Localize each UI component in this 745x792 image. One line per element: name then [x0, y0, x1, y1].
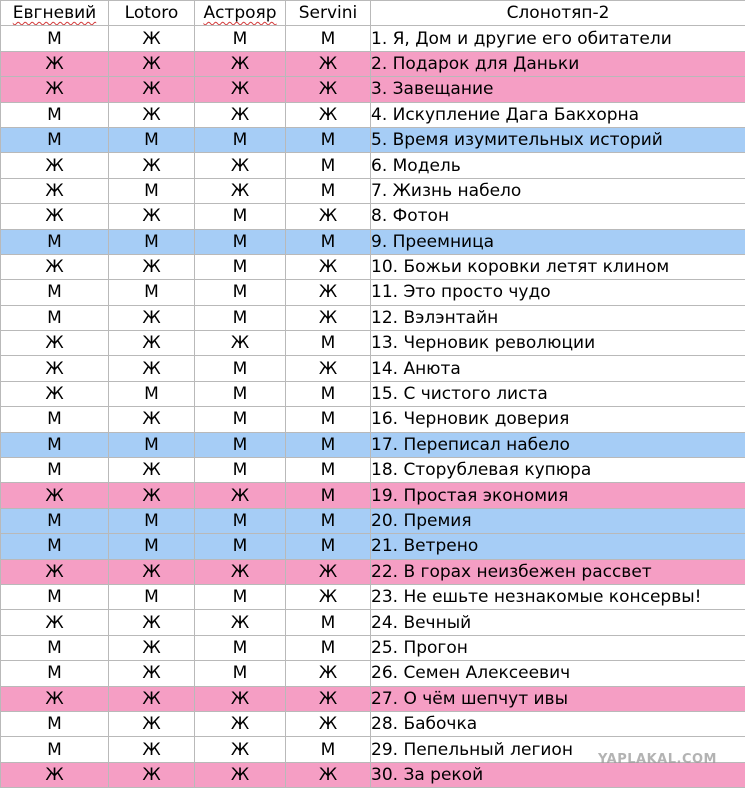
table-row: [1, 508, 745, 533]
gender-cell: Ж: [195, 77, 286, 102]
gender-cell: М: [195, 280, 286, 305]
story-title-cell: 8. Фотон: [371, 204, 745, 229]
gender-cell: М: [1, 305, 109, 330]
story-title-cell: 13. Черновик революции: [371, 331, 745, 356]
gender-cell: М: [195, 229, 286, 254]
story-title-cell: 7. Жизнь набело: [371, 178, 745, 203]
gender-cell: Ж: [1, 762, 109, 787]
gender-cell: Ж: [286, 711, 371, 736]
gender-cell: Ж: [195, 559, 286, 584]
gender-cell: Ж: [109, 737, 195, 762]
gender-cell: Ж: [109, 26, 195, 51]
header-lotoro: Lotoro: [109, 1, 195, 26]
gender-cell: М: [195, 661, 286, 686]
gender-cell: Ж: [195, 51, 286, 76]
story-title-cell: 29. Пепельный легион: [371, 737, 745, 762]
story-title-cell: 6. Модель: [371, 153, 745, 178]
gender-cell: М: [286, 381, 371, 406]
gender-cell: Ж: [1, 559, 109, 584]
gender-cell: М: [109, 178, 195, 203]
gender-cell: М: [1, 102, 109, 127]
table-row: [1, 711, 745, 736]
gender-cell: Ж: [109, 711, 195, 736]
gender-cell: М: [195, 584, 286, 609]
header-row: [1, 1, 745, 26]
table-row: [1, 77, 745, 102]
story-title-cell: 22. В горах неизбежен рассвет: [371, 559, 745, 584]
gender-cell: М: [1, 534, 109, 559]
story-title-cell: 25. Прогон: [371, 635, 745, 660]
gender-cell: Ж: [1, 204, 109, 229]
table-row: [1, 458, 745, 483]
gender-cell: М: [286, 483, 371, 508]
table-row: [1, 610, 745, 635]
gender-cell: Ж: [1, 381, 109, 406]
table-row: [1, 280, 745, 305]
gender-cell: М: [1, 458, 109, 483]
gender-cell: Ж: [195, 102, 286, 127]
gender-cell: Ж: [109, 153, 195, 178]
gender-cell: Ж: [286, 77, 371, 102]
gender-cell: М: [286, 178, 371, 203]
gender-cell: М: [286, 534, 371, 559]
table-row: [1, 331, 745, 356]
gender-cell: М: [1, 407, 109, 432]
gender-cell: М: [195, 508, 286, 533]
gender-cell: Ж: [1, 331, 109, 356]
gender-cell: М: [1, 280, 109, 305]
table-row: [1, 381, 745, 406]
gender-cell: М: [286, 635, 371, 660]
gender-cell: Ж: [109, 254, 195, 279]
header-astroyar: Астрояр: [195, 1, 286, 26]
story-title-cell: 21. Ветрено: [371, 534, 745, 559]
gender-cell: Ж: [109, 483, 195, 508]
gender-cell: М: [109, 584, 195, 609]
gender-cell: М: [1, 661, 109, 686]
gender-cell: М: [1, 26, 109, 51]
story-title-cell: 14. Анюта: [371, 356, 745, 381]
gender-cell: Ж: [109, 458, 195, 483]
gender-cell: М: [286, 153, 371, 178]
table-row: [1, 534, 745, 559]
story-title-cell: 15. С чистого листа: [371, 381, 745, 406]
gender-cell: Ж: [286, 661, 371, 686]
table-row: [1, 686, 745, 711]
story-title-cell: 18. Сторублевая купюра: [371, 458, 745, 483]
gender-cell: М: [195, 407, 286, 432]
story-title-cell: 17. Переписал набело: [371, 432, 745, 457]
gender-cell: Ж: [286, 51, 371, 76]
gender-cell: Ж: [109, 102, 195, 127]
table-row: [1, 356, 745, 381]
gender-cell: Ж: [109, 77, 195, 102]
story-title-cell: 26. Семен Алексеевич: [371, 661, 745, 686]
gender-cell: М: [109, 432, 195, 457]
gender-cell: Ж: [109, 51, 195, 76]
table-row: [1, 178, 745, 203]
gender-cell: М: [109, 381, 195, 406]
gender-cell: М: [286, 331, 371, 356]
gender-cell: М: [286, 229, 371, 254]
table-row: [1, 102, 745, 127]
gender-cell: Ж: [109, 204, 195, 229]
table-row: [1, 559, 745, 584]
gender-cell: Ж: [195, 686, 286, 711]
story-title-cell: 11. Это просто чудо: [371, 280, 745, 305]
story-title-cell: 24. Вечный: [371, 610, 745, 635]
gender-cell: М: [109, 280, 195, 305]
gender-cell: М: [195, 432, 286, 457]
gender-cell: М: [195, 381, 286, 406]
gender-cell: М: [1, 737, 109, 762]
gender-cell: М: [195, 26, 286, 51]
gender-cell: Ж: [286, 559, 371, 584]
gender-cell: Ж: [195, 331, 286, 356]
gender-cell: М: [195, 356, 286, 381]
story-title-cell: 4. Искупление Дага Бакхорна: [371, 102, 745, 127]
gender-cell: Ж: [195, 711, 286, 736]
story-title-cell: 1. Я, Дом и другие его обитатели: [371, 26, 745, 51]
gender-cell: М: [109, 534, 195, 559]
table-row: [1, 407, 745, 432]
story-title-cell: 10. Божьи коровки летят клином: [371, 254, 745, 279]
story-title-cell: 9. Преемница: [371, 229, 745, 254]
story-title-cell: 23. Не ешьте незнакомые консервы!: [371, 584, 745, 609]
table-row: [1, 483, 745, 508]
gender-cell: Ж: [1, 356, 109, 381]
gender-cell: Ж: [1, 254, 109, 279]
gender-cell: М: [195, 204, 286, 229]
story-title-cell: 2. Подарок для Даньки: [371, 51, 745, 76]
header-evgneviy: Евгневий: [1, 1, 109, 26]
gender-cell: М: [286, 127, 371, 152]
gender-cell: Ж: [109, 356, 195, 381]
header-servini: Servini: [286, 1, 371, 26]
gender-cell: Ж: [1, 153, 109, 178]
gender-cell: М: [286, 737, 371, 762]
gender-cell: Ж: [195, 762, 286, 787]
table-row: [1, 254, 745, 279]
gender-cell: Ж: [109, 331, 195, 356]
gender-cell: Ж: [109, 407, 195, 432]
gender-cell: Ж: [286, 305, 371, 330]
gender-cell: Ж: [195, 483, 286, 508]
gender-cell: М: [1, 229, 109, 254]
gender-cell: Ж: [109, 635, 195, 660]
gender-cell: Ж: [286, 356, 371, 381]
gender-cell: М: [1, 127, 109, 152]
gender-cell: М: [1, 584, 109, 609]
table-row: [1, 153, 745, 178]
gender-cell: М: [286, 432, 371, 457]
gender-cell: М: [1, 711, 109, 736]
table-row: [1, 26, 745, 51]
table-row: [1, 661, 745, 686]
watermark-logo: YAPLAKAL.COM: [598, 752, 717, 767]
story-title-cell: 19. Простая экономия: [371, 483, 745, 508]
table-row: [1, 584, 745, 609]
gender-cell: Ж: [195, 610, 286, 635]
gender-cell: М: [109, 508, 195, 533]
story-title-cell: 20. Премия: [371, 508, 745, 533]
gender-cell: М: [195, 254, 286, 279]
gender-cell: Ж: [195, 178, 286, 203]
gender-cell: Ж: [109, 686, 195, 711]
gender-cell: М: [286, 458, 371, 483]
gender-cell: М: [286, 508, 371, 533]
gender-cell: М: [1, 508, 109, 533]
gender-cell: М: [195, 534, 286, 559]
gender-cell: М: [286, 610, 371, 635]
table-row: [1, 432, 745, 457]
gender-cell: М: [109, 229, 195, 254]
gender-cell: Ж: [1, 686, 109, 711]
story-title-cell: 5. Время изумительных историй: [371, 127, 745, 152]
gender-cell: Ж: [286, 762, 371, 787]
gender-cell: Ж: [109, 610, 195, 635]
table-row: [1, 305, 745, 330]
gender-cell: Ж: [1, 483, 109, 508]
story-title-cell: 30. За рекой: [371, 762, 745, 787]
table-row: [1, 51, 745, 76]
gender-cell: М: [286, 407, 371, 432]
gender-cell: Ж: [109, 305, 195, 330]
gender-cell: Ж: [109, 661, 195, 686]
gender-cell: М: [109, 127, 195, 152]
gender-cell: Ж: [1, 610, 109, 635]
table-row: [1, 204, 745, 229]
story-title-cell: 12. Вэлэнтайн: [371, 305, 745, 330]
gender-cell: М: [195, 127, 286, 152]
gender-cell: Ж: [286, 584, 371, 609]
gender-cell: Ж: [286, 204, 371, 229]
story-title-cell: 28. Бабочка: [371, 711, 745, 736]
gender-cell: М: [1, 635, 109, 660]
gender-cell: Ж: [195, 737, 286, 762]
gender-cell: Ж: [1, 178, 109, 203]
gender-cell: М: [195, 305, 286, 330]
gender-cell: Ж: [1, 51, 109, 76]
gender-cell: М: [286, 26, 371, 51]
gender-cell: М: [1, 432, 109, 457]
table-row: [1, 229, 745, 254]
gender-cell: М: [195, 635, 286, 660]
table-row: [1, 635, 745, 660]
gender-cell: М: [195, 458, 286, 483]
story-title-cell: 27. О чём шепчут ивы: [371, 686, 745, 711]
table-row: [1, 127, 745, 152]
gender-cell: Ж: [286, 254, 371, 279]
gender-cell: Ж: [109, 762, 195, 787]
gender-cell: Ж: [286, 102, 371, 127]
table-body: [1, 26, 745, 788]
gender-cell: Ж: [1, 77, 109, 102]
story-title-cell: 16. Черновик доверия: [371, 407, 745, 432]
gender-cell: Ж: [286, 686, 371, 711]
gender-cell: Ж: [286, 280, 371, 305]
header-story-title: Слонотяп-2: [371, 1, 745, 26]
gender-cell: Ж: [109, 559, 195, 584]
story-title-cell: 3. Завещание: [371, 77, 745, 102]
gender-cell: Ж: [195, 153, 286, 178]
